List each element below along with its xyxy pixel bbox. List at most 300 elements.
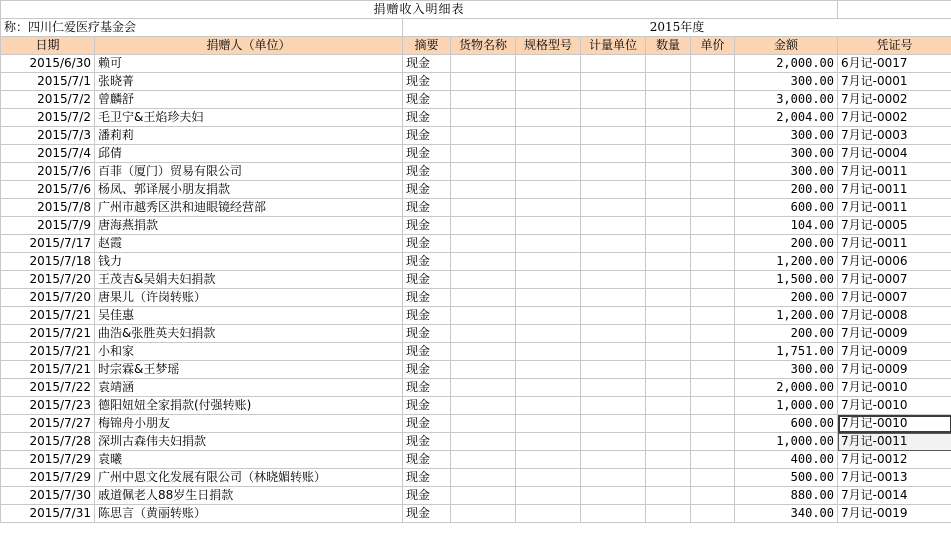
donor-cell[interactable]: 杨凤、郭译展小朋友捐款	[95, 181, 403, 199]
quantity-cell[interactable]	[646, 253, 691, 271]
summary-cell[interactable]: 现金	[403, 271, 451, 289]
unit-price-cell[interactable]	[691, 451, 735, 469]
amount-cell[interactable]: 300.00	[735, 73, 838, 91]
quantity-cell[interactable]	[646, 505, 691, 523]
spec-cell[interactable]	[516, 109, 581, 127]
goods-name-cell[interactable]	[451, 73, 516, 91]
table-row	[1, 109, 951, 127]
goods-name-cell[interactable]	[451, 91, 516, 109]
unit-price-cell[interactable]	[691, 181, 735, 199]
donor-cell[interactable]: 王茂吉&吴娟夫妇捐款	[95, 271, 403, 289]
header-quantity[interactable]: 数量	[646, 37, 691, 55]
unit-price-cell[interactable]	[691, 163, 735, 181]
spec-cell[interactable]	[516, 343, 581, 361]
goods-name-cell[interactable]	[451, 397, 516, 415]
donor-cell[interactable]: 钱力	[95, 253, 403, 271]
unit-cell[interactable]	[581, 505, 646, 523]
date-cell[interactable]: 2015/6/30	[1, 55, 95, 73]
unit-price-cell[interactable]	[691, 145, 735, 163]
spec-cell[interactable]	[516, 505, 581, 523]
date-cell[interactable]: 2015/7/20	[1, 289, 95, 307]
voucher-cell[interactable]: 7月记-0011	[838, 181, 951, 199]
goods-name-cell[interactable]	[451, 109, 516, 127]
summary-cell[interactable]: 现金	[403, 505, 451, 523]
quantity-cell[interactable]	[646, 469, 691, 487]
amount-cell[interactable]: 3,000.00	[735, 91, 838, 109]
voucher-cell[interactable]: 7月记-0009	[838, 361, 951, 379]
summary-cell[interactable]: 现金	[403, 451, 451, 469]
voucher-cell[interactable]: 7月记-0010	[838, 415, 951, 433]
goods-name-cell[interactable]	[451, 145, 516, 163]
unit-cell[interactable]	[581, 109, 646, 127]
spec-cell[interactable]	[516, 217, 581, 235]
table-row	[1, 307, 951, 325]
unit-price-cell[interactable]	[691, 379, 735, 397]
amount-cell[interactable]: 880.00	[735, 487, 838, 505]
spec-cell[interactable]	[516, 325, 581, 343]
quantity-cell[interactable]	[646, 415, 691, 433]
header-amount[interactable]: 金额	[735, 37, 838, 55]
voucher-cell[interactable]: 7月记-0006	[838, 253, 951, 271]
donor-cell[interactable]: 吴佳惠	[95, 307, 403, 325]
date-cell[interactable]: 2015/7/31	[1, 505, 95, 523]
voucher-cell[interactable]: 7月记-0010	[838, 397, 951, 415]
unit-cell[interactable]	[581, 361, 646, 379]
amount-cell[interactable]: 200.00	[735, 235, 838, 253]
voucher-cell[interactable]: 7月记-0002	[838, 91, 951, 109]
quantity-cell[interactable]	[646, 379, 691, 397]
table-row	[1, 91, 951, 109]
unit-cell[interactable]	[581, 307, 646, 325]
unit-price-cell[interactable]	[691, 487, 735, 505]
date-cell[interactable]: 2015/7/17	[1, 235, 95, 253]
donor-cell[interactable]: 张晓菁	[95, 73, 403, 91]
voucher-cell[interactable]: 7月记-0014	[838, 487, 951, 505]
voucher-cell[interactable]: 7月记-0012	[838, 451, 951, 469]
unit-cell[interactable]	[581, 55, 646, 73]
goods-name-cell[interactable]	[451, 199, 516, 217]
table-row	[1, 487, 951, 505]
summary-cell[interactable]: 现金	[403, 145, 451, 163]
unit-cell[interactable]	[581, 451, 646, 469]
unit-price-cell[interactable]	[691, 91, 735, 109]
unit-cell[interactable]	[581, 487, 646, 505]
donor-cell[interactable]: 唐果儿（许岗转账）	[95, 289, 403, 307]
summary-cell[interactable]: 现金	[403, 379, 451, 397]
voucher-cell[interactable]: 7月记-0007	[838, 271, 951, 289]
date-cell[interactable]: 2015/7/28	[1, 433, 95, 451]
spec-cell[interactable]	[516, 433, 581, 451]
voucher-cell[interactable]: 7月记-0011	[838, 163, 951, 181]
goods-name-cell[interactable]	[451, 469, 516, 487]
date-cell[interactable]: 2015/7/29	[1, 451, 95, 469]
date-cell[interactable]: 2015/7/6	[1, 181, 95, 199]
unit-price-cell[interactable]	[691, 397, 735, 415]
table-row	[1, 235, 951, 253]
unit-price-cell[interactable]	[691, 289, 735, 307]
summary-cell[interactable]: 现金	[403, 361, 451, 379]
amount-cell[interactable]: 2,004.00	[735, 109, 838, 127]
donor-cell[interactable]: 百菲（厦门）贸易有限公司	[95, 163, 403, 181]
spec-cell[interactable]	[516, 145, 581, 163]
spec-cell[interactable]	[516, 127, 581, 145]
unit-price-cell[interactable]	[691, 73, 735, 91]
info-row	[1, 19, 951, 37]
voucher-cell[interactable]: 7月记-0009	[838, 343, 951, 361]
date-cell[interactable]: 2015/7/8	[1, 199, 95, 217]
summary-cell[interactable]: 现金	[403, 433, 451, 451]
amount-cell[interactable]: 104.00	[735, 217, 838, 235]
title-row	[1, 1, 951, 19]
quantity-cell[interactable]	[646, 397, 691, 415]
unit-price-cell[interactable]	[691, 325, 735, 343]
unit-cell[interactable]	[581, 235, 646, 253]
date-cell[interactable]: 2015/7/30	[1, 487, 95, 505]
summary-cell[interactable]: 现金	[403, 397, 451, 415]
voucher-cell[interactable]: 7月记-0007	[838, 289, 951, 307]
donor-cell[interactable]: 广州市越秀区洪和迪眼镜经营部	[95, 199, 403, 217]
unit-cell[interactable]	[581, 289, 646, 307]
quantity-cell[interactable]	[646, 487, 691, 505]
unit-price-cell[interactable]	[691, 433, 735, 451]
unit-cell[interactable]	[581, 379, 646, 397]
spec-cell[interactable]	[516, 73, 581, 91]
unit-cell[interactable]	[581, 397, 646, 415]
summary-cell[interactable]: 现金	[403, 235, 451, 253]
date-cell[interactable]: 2015/7/2	[1, 109, 95, 127]
date-cell[interactable]: 2015/7/20	[1, 271, 95, 289]
date-cell[interactable]: 2015/7/21	[1, 361, 95, 379]
spec-cell[interactable]	[516, 379, 581, 397]
goods-name-cell[interactable]	[451, 163, 516, 181]
unit-price-cell[interactable]	[691, 361, 735, 379]
unit-cell[interactable]	[581, 415, 646, 433]
amount-cell[interactable]: 300.00	[735, 163, 838, 181]
donor-cell[interactable]: 曾麟舒	[95, 91, 403, 109]
unit-price-cell[interactable]	[691, 343, 735, 361]
header-spec[interactable]: 规格型号	[516, 37, 581, 55]
date-cell[interactable]: 2015/7/23	[1, 397, 95, 415]
table-row	[1, 271, 951, 289]
quantity-cell[interactable]	[646, 181, 691, 199]
voucher-cell[interactable]: 7月记-0011	[838, 235, 951, 253]
org-name-cell[interactable]: 称：四川仁爱医疗基金会	[1, 19, 403, 37]
summary-cell[interactable]: 现金	[403, 55, 451, 73]
quantity-cell[interactable]	[646, 163, 691, 181]
unit-cell[interactable]	[581, 271, 646, 289]
amount-cell[interactable]: 1,000.00	[735, 397, 838, 415]
summary-cell[interactable]: 现金	[403, 73, 451, 91]
unit-price-cell[interactable]	[691, 307, 735, 325]
goods-name-cell[interactable]	[451, 379, 516, 397]
donor-cell[interactable]: 毛卫宁&王焰珍夫妇	[95, 109, 403, 127]
goods-name-cell[interactable]	[451, 289, 516, 307]
date-cell[interactable]: 2015/7/1	[1, 73, 95, 91]
quantity-cell[interactable]	[646, 343, 691, 361]
donor-cell[interactable]: 唐海燕捐款	[95, 217, 403, 235]
unit-cell[interactable]	[581, 127, 646, 145]
spec-cell[interactable]	[516, 451, 581, 469]
quantity-cell[interactable]	[646, 271, 691, 289]
date-cell[interactable]: 2015/7/6	[1, 163, 95, 181]
voucher-cell[interactable]: 7月记-0010	[838, 379, 951, 397]
quantity-cell[interactable]	[646, 55, 691, 73]
amount-cell[interactable]: 1,751.00	[735, 343, 838, 361]
unit-price-cell[interactable]	[691, 271, 735, 289]
goods-name-cell[interactable]	[451, 217, 516, 235]
spec-cell[interactable]	[516, 235, 581, 253]
donor-cell[interactable]: 潘莉莉	[95, 127, 403, 145]
voucher-cell[interactable]: 7月记-0011	[838, 199, 951, 217]
unit-price-cell[interactable]	[691, 253, 735, 271]
header-goods-name[interactable]: 货物名称	[451, 37, 516, 55]
date-cell[interactable]: 2015/7/21	[1, 307, 95, 325]
table-row	[1, 289, 951, 307]
summary-cell[interactable]: 现金	[403, 325, 451, 343]
unit-price-cell[interactable]	[691, 109, 735, 127]
voucher-cell[interactable]: 7月记-0011	[838, 433, 951, 451]
spec-cell[interactable]	[516, 289, 581, 307]
unit-price-cell[interactable]	[691, 415, 735, 433]
unit-cell[interactable]	[581, 325, 646, 343]
quantity-cell[interactable]	[646, 433, 691, 451]
donor-cell[interactable]: 袁曦	[95, 451, 403, 469]
spec-cell[interactable]	[516, 361, 581, 379]
donor-cell[interactable]: 广州中恩文化发展有限公司（林晓媚转账）	[95, 469, 403, 487]
donor-cell[interactable]: 赖可	[95, 55, 403, 73]
unit-cell[interactable]	[581, 91, 646, 109]
year-cell[interactable]: 2015年度	[403, 19, 951, 37]
goods-name-cell[interactable]	[451, 433, 516, 451]
goods-name-cell[interactable]	[451, 487, 516, 505]
unit-cell[interactable]	[581, 343, 646, 361]
summary-cell[interactable]: 现金	[403, 415, 451, 433]
spec-cell[interactable]	[516, 415, 581, 433]
voucher-cell[interactable]: 7月记-0004	[838, 145, 951, 163]
donor-cell[interactable]: 时宗霖&王梦瑶	[95, 361, 403, 379]
unit-cell[interactable]	[581, 199, 646, 217]
table-row	[1, 379, 951, 397]
table-row	[1, 343, 951, 361]
spec-cell[interactable]	[516, 487, 581, 505]
donor-cell[interactable]: 陈思言（黄丽转账）	[95, 505, 403, 523]
amount-cell[interactable]: 1,200.00	[735, 253, 838, 271]
amount-cell[interactable]: 1,000.00	[735, 433, 838, 451]
amount-cell[interactable]: 1,500.00	[735, 271, 838, 289]
voucher-cell[interactable]: 7月记-0019	[838, 505, 951, 523]
goods-name-cell[interactable]	[451, 505, 516, 523]
table-row	[1, 397, 951, 415]
spec-cell[interactable]	[516, 397, 581, 415]
spec-cell[interactable]	[516, 271, 581, 289]
donor-cell[interactable]: 曲浩&张胜英夫妇捐款	[95, 325, 403, 343]
table-row	[1, 325, 951, 343]
goods-name-cell[interactable]	[451, 271, 516, 289]
unit-cell[interactable]	[581, 217, 646, 235]
voucher-cell[interactable]: 7月记-0013	[838, 469, 951, 487]
summary-cell[interactable]: 现金	[403, 289, 451, 307]
spec-cell[interactable]	[516, 469, 581, 487]
date-cell[interactable]: 2015/7/22	[1, 379, 95, 397]
header-summary[interactable]: 摘要	[403, 37, 451, 55]
donor-cell[interactable]: 赵霞	[95, 235, 403, 253]
date-cell[interactable]: 2015/7/9	[1, 217, 95, 235]
table-row	[1, 253, 951, 271]
unit-price-cell[interactable]	[691, 235, 735, 253]
column-header-row	[1, 37, 951, 55]
spec-cell[interactable]	[516, 91, 581, 109]
unit-price-cell[interactable]	[691, 199, 735, 217]
amount-cell[interactable]: 2,000.00	[735, 379, 838, 397]
donor-cell[interactable]: 梅锦舟小朋友	[95, 415, 403, 433]
spec-cell[interactable]	[516, 163, 581, 181]
goods-name-cell[interactable]	[451, 325, 516, 343]
quantity-cell[interactable]	[646, 451, 691, 469]
table-row	[1, 73, 951, 91]
unit-cell[interactable]	[581, 253, 646, 271]
date-cell[interactable]: 2015/7/21	[1, 343, 95, 361]
goods-name-cell[interactable]	[451, 181, 516, 199]
goods-name-cell[interactable]	[451, 235, 516, 253]
goods-name-cell[interactable]	[451, 343, 516, 361]
empty-cell[interactable]	[838, 1, 951, 19]
header-unit-price[interactable]: 单价	[691, 37, 735, 55]
amount-cell[interactable]: 300.00	[735, 127, 838, 145]
table-row	[1, 469, 951, 487]
quantity-cell[interactable]	[646, 361, 691, 379]
goods-name-cell[interactable]	[451, 307, 516, 325]
summary-cell[interactable]: 现金	[403, 469, 451, 487]
unit-cell[interactable]	[581, 145, 646, 163]
quantity-cell[interactable]	[646, 73, 691, 91]
header-unit[interactable]: 计量单位	[581, 37, 646, 55]
quantity-cell[interactable]	[646, 235, 691, 253]
unit-cell[interactable]	[581, 163, 646, 181]
spec-cell[interactable]	[516, 253, 581, 271]
quantity-cell[interactable]	[646, 199, 691, 217]
voucher-cell[interactable]: 7月记-0009	[838, 325, 951, 343]
unit-price-cell[interactable]	[691, 469, 735, 487]
voucher-cell[interactable]: 6月记-0017	[838, 55, 951, 73]
summary-cell[interactable]: 现金	[403, 487, 451, 505]
quantity-cell[interactable]	[646, 91, 691, 109]
summary-cell[interactable]: 现金	[403, 199, 451, 217]
goods-name-cell[interactable]	[451, 451, 516, 469]
summary-cell[interactable]: 现金	[403, 109, 451, 127]
table-row	[1, 55, 951, 73]
table-row	[1, 505, 951, 523]
date-cell[interactable]: 2015/7/3	[1, 127, 95, 145]
unit-cell[interactable]	[581, 433, 646, 451]
table-row	[1, 451, 951, 469]
donor-cell[interactable]: 小和家	[95, 343, 403, 361]
amount-cell[interactable]: 2,000.00	[735, 55, 838, 73]
spec-cell[interactable]	[516, 307, 581, 325]
donor-cell[interactable]: 德阳妞妞全家捐款(付强转账)	[95, 397, 403, 415]
unit-price-cell[interactable]	[691, 217, 735, 235]
quantity-cell[interactable]	[646, 109, 691, 127]
goods-name-cell[interactable]	[451, 55, 516, 73]
quantity-cell[interactable]	[646, 217, 691, 235]
unit-cell[interactable]	[581, 181, 646, 199]
summary-cell[interactable]: 现金	[403, 163, 451, 181]
sheet-title[interactable]: 捐赠收入明细表	[1, 1, 838, 19]
summary-cell[interactable]: 现金	[403, 217, 451, 235]
summary-cell[interactable]: 现金	[403, 181, 451, 199]
unit-price-cell[interactable]	[691, 505, 735, 523]
amount-cell[interactable]: 300.00	[735, 145, 838, 163]
summary-cell[interactable]: 现金	[403, 91, 451, 109]
amount-cell[interactable]: 200.00	[735, 289, 838, 307]
quantity-cell[interactable]	[646, 325, 691, 343]
table-row	[1, 145, 951, 163]
quantity-cell[interactable]	[646, 127, 691, 145]
date-cell[interactable]: 2015/7/27	[1, 415, 95, 433]
table-row	[1, 361, 951, 379]
goods-name-cell[interactable]	[451, 415, 516, 433]
donor-cell[interactable]: 邱倩	[95, 145, 403, 163]
summary-cell[interactable]: 现金	[403, 253, 451, 271]
unit-cell[interactable]	[581, 73, 646, 91]
summary-cell[interactable]: 现金	[403, 127, 451, 145]
amount-cell[interactable]: 340.00	[735, 505, 838, 523]
date-cell[interactable]: 2015/7/4	[1, 145, 95, 163]
donor-cell[interactable]: 袁靖涵	[95, 379, 403, 397]
spec-cell[interactable]	[516, 199, 581, 217]
amount-cell[interactable]: 200.00	[735, 325, 838, 343]
unit-cell[interactable]	[581, 469, 646, 487]
summary-cell[interactable]: 现金	[403, 343, 451, 361]
amount-cell[interactable]: 200.00	[735, 181, 838, 199]
table-row	[1, 127, 951, 145]
quantity-cell[interactable]	[646, 289, 691, 307]
unit-price-cell[interactable]	[691, 55, 735, 73]
unit-price-cell[interactable]	[691, 127, 735, 145]
date-cell[interactable]: 2015/7/21	[1, 325, 95, 343]
date-cell[interactable]: 2015/7/2	[1, 91, 95, 109]
amount-cell[interactable]: 600.00	[735, 199, 838, 217]
voucher-cell[interactable]: 7月记-0008	[838, 307, 951, 325]
amount-cell[interactable]: 300.00	[735, 361, 838, 379]
amount-cell[interactable]: 500.00	[735, 469, 838, 487]
header-donor[interactable]: 捐赠人（单位）	[95, 37, 403, 55]
voucher-cell[interactable]: 7月记-0003	[838, 127, 951, 145]
goods-name-cell[interactable]	[451, 127, 516, 145]
spec-cell[interactable]	[516, 181, 581, 199]
voucher-cell[interactable]: 7月记-0002	[838, 109, 951, 127]
header-voucher[interactable]: 凭证号	[838, 37, 951, 55]
table-row	[1, 181, 951, 199]
summary-cell[interactable]: 现金	[403, 307, 451, 325]
goods-name-cell[interactable]	[451, 361, 516, 379]
donor-cell[interactable]: 深圳古森伟夫妇捐款	[95, 433, 403, 451]
quantity-cell[interactable]	[646, 307, 691, 325]
voucher-cell[interactable]: 7月记-0005	[838, 217, 951, 235]
goods-name-cell[interactable]	[451, 253, 516, 271]
amount-cell[interactable]: 400.00	[735, 451, 838, 469]
spec-cell[interactable]	[516, 55, 581, 73]
voucher-cell[interactable]: 7月记-0001	[838, 73, 951, 91]
date-cell[interactable]: 2015/7/18	[1, 253, 95, 271]
header-date[interactable]: 日期	[1, 37, 95, 55]
table-row	[1, 163, 951, 181]
date-cell[interactable]: 2015/7/29	[1, 469, 95, 487]
amount-cell[interactable]: 1,200.00	[735, 307, 838, 325]
quantity-cell[interactable]	[646, 145, 691, 163]
donor-cell[interactable]: 戚道佩老人88岁生日捐款	[95, 487, 403, 505]
amount-cell[interactable]: 600.00	[735, 415, 838, 433]
table-row	[1, 415, 951, 433]
